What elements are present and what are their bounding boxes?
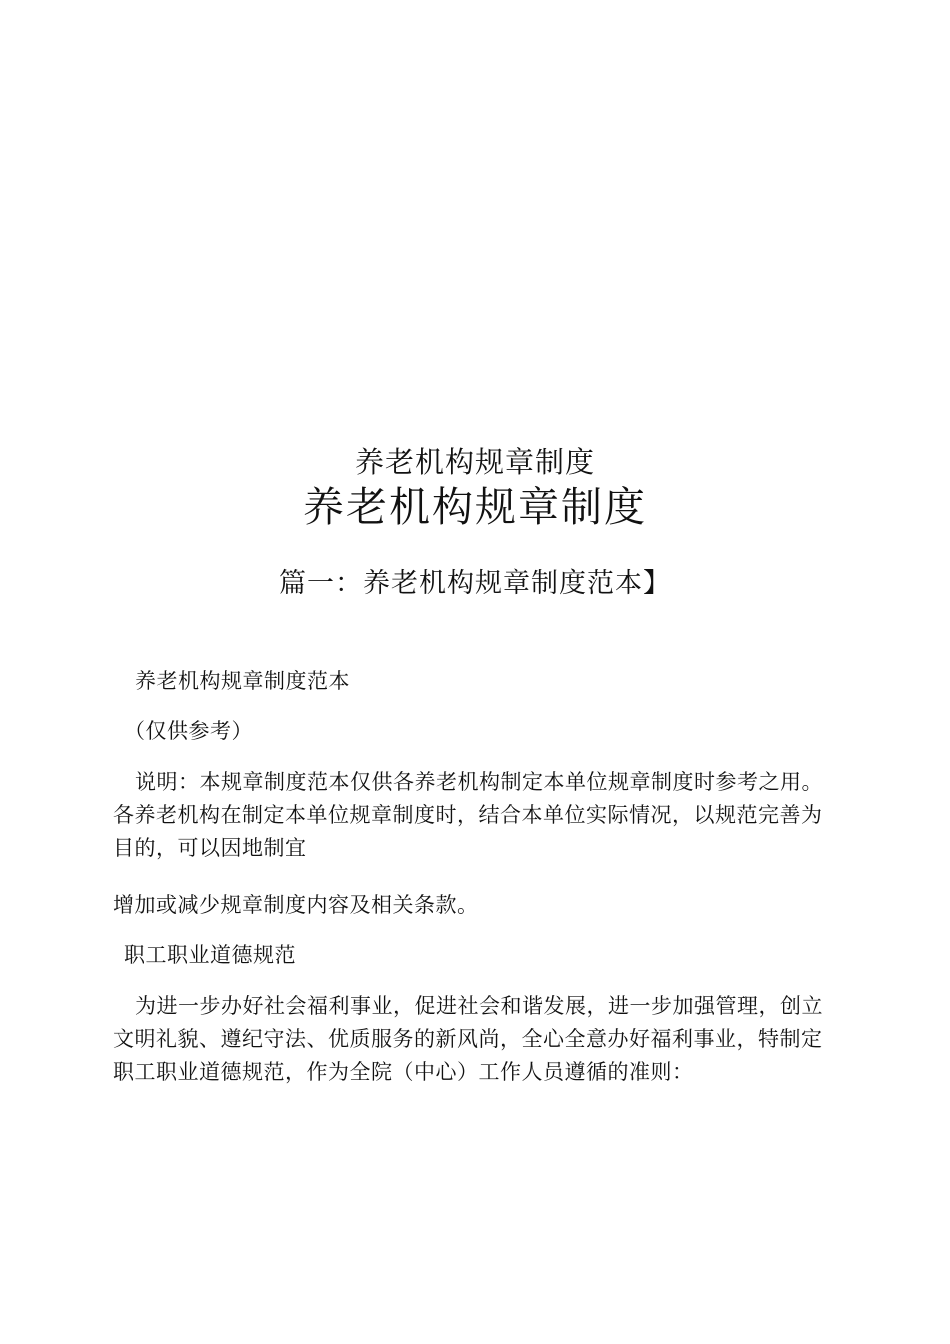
paragraph-explanation-continued: 增加或减少规章制度内容及相关条款。 bbox=[113, 893, 479, 917]
paragraph-explanation: 说明：本规章制度范本仅供各养老机构制定本单位规章制度时参考之用。各养老机构在制定本单位规章制度时，结合本单位实际情况，以规范完善为目的，可以因地制宜 bbox=[113, 770, 823, 860]
section-heading: 篇一：养老机构规章制度范本】 bbox=[279, 568, 671, 599]
paragraph-ethics-intro: 为进一步办好社会福利事业，促进社会和谐发展，进一步加强管理，创立文明礼貌、遵纪守法、优质服务的新风尚，全心全意办好福利事业，特制定职工职业道德规范，作为全院（中心）工作人员遵循的准则： bbox=[113, 994, 823, 1084]
document-title-large: 养老机构规章制度 bbox=[303, 483, 647, 531]
paragraph-template-title: 养老机构规章制度范本 bbox=[135, 669, 350, 693]
document-title-small: 养老机构规章制度 bbox=[354, 445, 595, 479]
paragraph-ethics-heading: 职工职业道德规范 bbox=[124, 943, 296, 967]
paragraph-reference-note: （仅供参考） bbox=[124, 719, 253, 743]
